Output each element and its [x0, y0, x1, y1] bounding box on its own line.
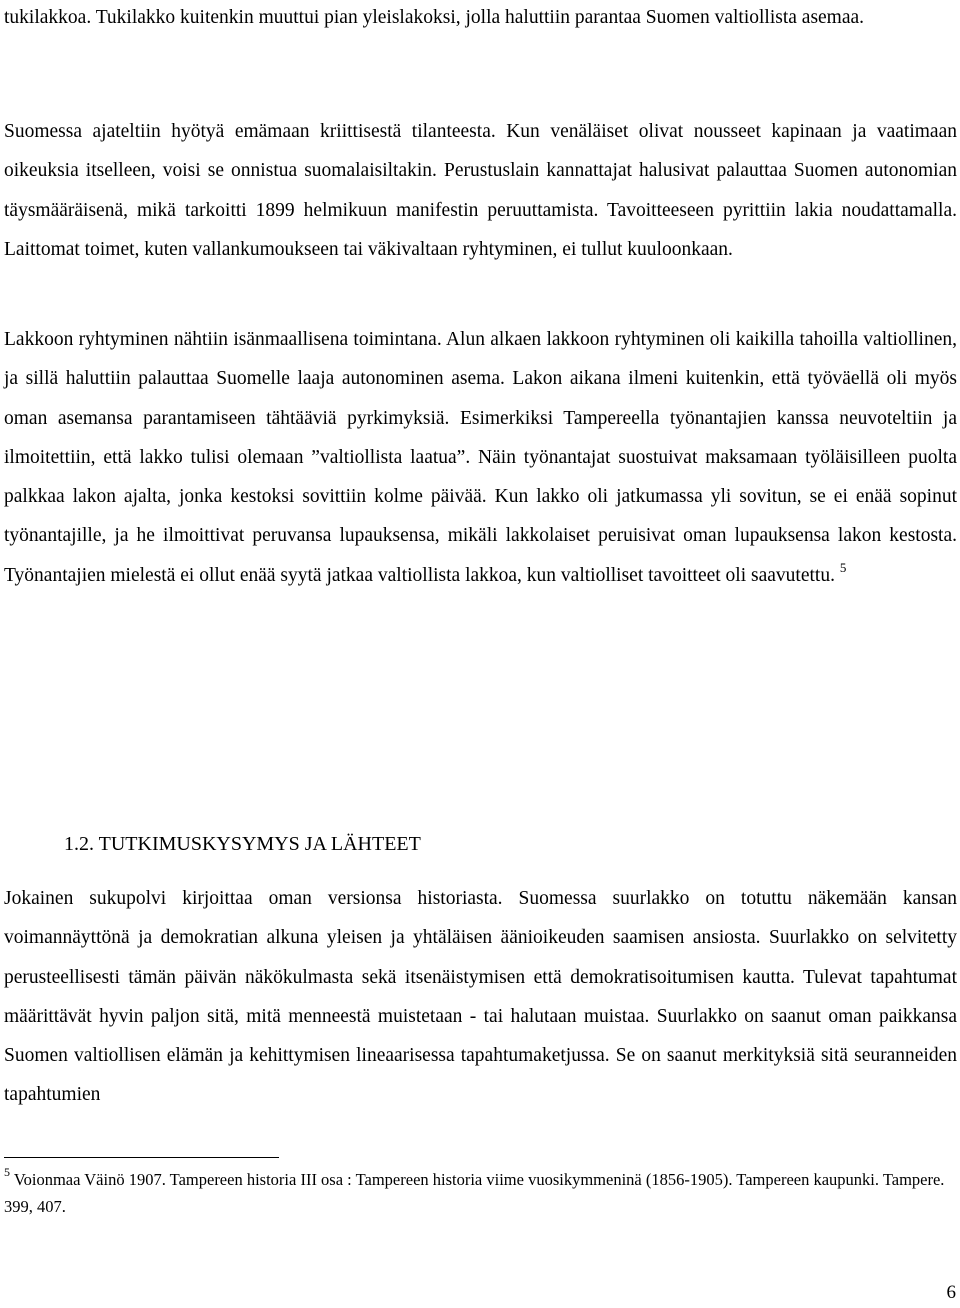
- paragraph-4: [4, 879, 957, 1115]
- paragraph-1: [4, 0, 957, 37]
- paragraph-4-text: Jokainen sukupolvi kirjoittaa oman versionsa historiasta. Suomessa suurlakko on totuttu näkemään kansan voimannäyttönä ja demokratian alkuna yleisen ja yhtäläisen äänioikeuden saamisen ansiosta. Suurlakko on selvitetty perusteellisesti tämän päivän näkökulmasta sekä itsenäistymisen että demokratisoitumisen kautta. Tulevat tapahtumat määrittävät hyvin paljon sitä, mitä menneestä muistetaan - tai halutaan muistaa. Suurlakko on saanut oman paikkansa Suomen valtiollisen elämän ja kehittymisen lineaarisessa tapahtumaketjussa. Se on saanut merkityksiä sitä seuranneiden tapahtumien: [4, 888, 957, 1106]
- paragraph-2-text: Suomessa ajateltiin hyötyä emämaan kriittisestä tilanteesta. Kun venäläiset olivat nousseet kapinaan ja vaatimaan oikeuksia itselleen, voisi se onnistua suomalaisiltakin. Perustuslain kannattajat halusivat palauttaa Suomen autonomian täysmääräisenä, mikä tarkoitti 1899 helmikuun manifestin peruuttamista. Tavoitteeseen pyrittiin lakia noudattamalla. Laittomat toimet, kuten vallankumoukseen tai väkivaltaan ryhtyminen, ei tullut kuuloonkaan.: [4, 121, 957, 260]
- footnote-text: Voionmaa Väinö 1907. Tampereen historia III osa : Tampereen historia viime vuosikymmeninä (1856-1905). Tampereen kaupunki. Tampere. 399, 407.: [4, 1170, 945, 1216]
- paragraph-2: [4, 112, 957, 269]
- paragraph-3-text: Lakkoon ryhtyminen nähtiin isänmaallisena toimintana. Alun alkaen lakkoon ryhtyminen oli kaikilla tahoilla valtiollinen, ja sillä haluttiin palauttaa Suomelle laaja autonominen asema. Lakon aikana ilmeni kuitenkin, että työväellä oli myös oman asemansa parantamiseen tähtääviä pyrkimyksiä. Esimerkiksi Tampereella työnantajien kanssa neuvoteltiin ja ilmoitettiin, että lakko tulisi olemaan ”valtiollista laatua”. Näin työnantajat suostuivat maksamaan työläisilleen puolta palkkaa lakon ajalta, jonka kestoksi sovittiin kolme päivää. Kun lakko oli jatkumassa yli sovitun, se ei enää sopinut työnantajille, ja he ilmoittivat peruvansa lupauksensa, mikäli lakkolaiset peruisivat oman lupauksensa lakon kestosta. Työnantajien mielestä ei ollut enää syytä jatkaa valtiollista lakkoa, kun valtiolliset tavoitteet oli saavutettu.: [4, 329, 957, 586]
- footnote-divider: [4, 1157, 279, 1158]
- section-heading: 1.2. TUTKIMUSKYSYMYS JA LÄHTEET: [64, 833, 421, 855]
- paragraph-1-text: tukilakkoa. Tukilakko kuitenkin muuttui pian yleislakoksi, jolla haluttiin parantaa Suomen valtiollista asemaa.: [4, 7, 865, 28]
- page-number: 6: [946, 1282, 956, 1303]
- paragraph-3: [4, 320, 957, 595]
- footnote-reference[interactable]: 5: [839, 559, 847, 575]
- footnote-marker: 5: [4, 1165, 10, 1179]
- footnote: [4, 1166, 957, 1220]
